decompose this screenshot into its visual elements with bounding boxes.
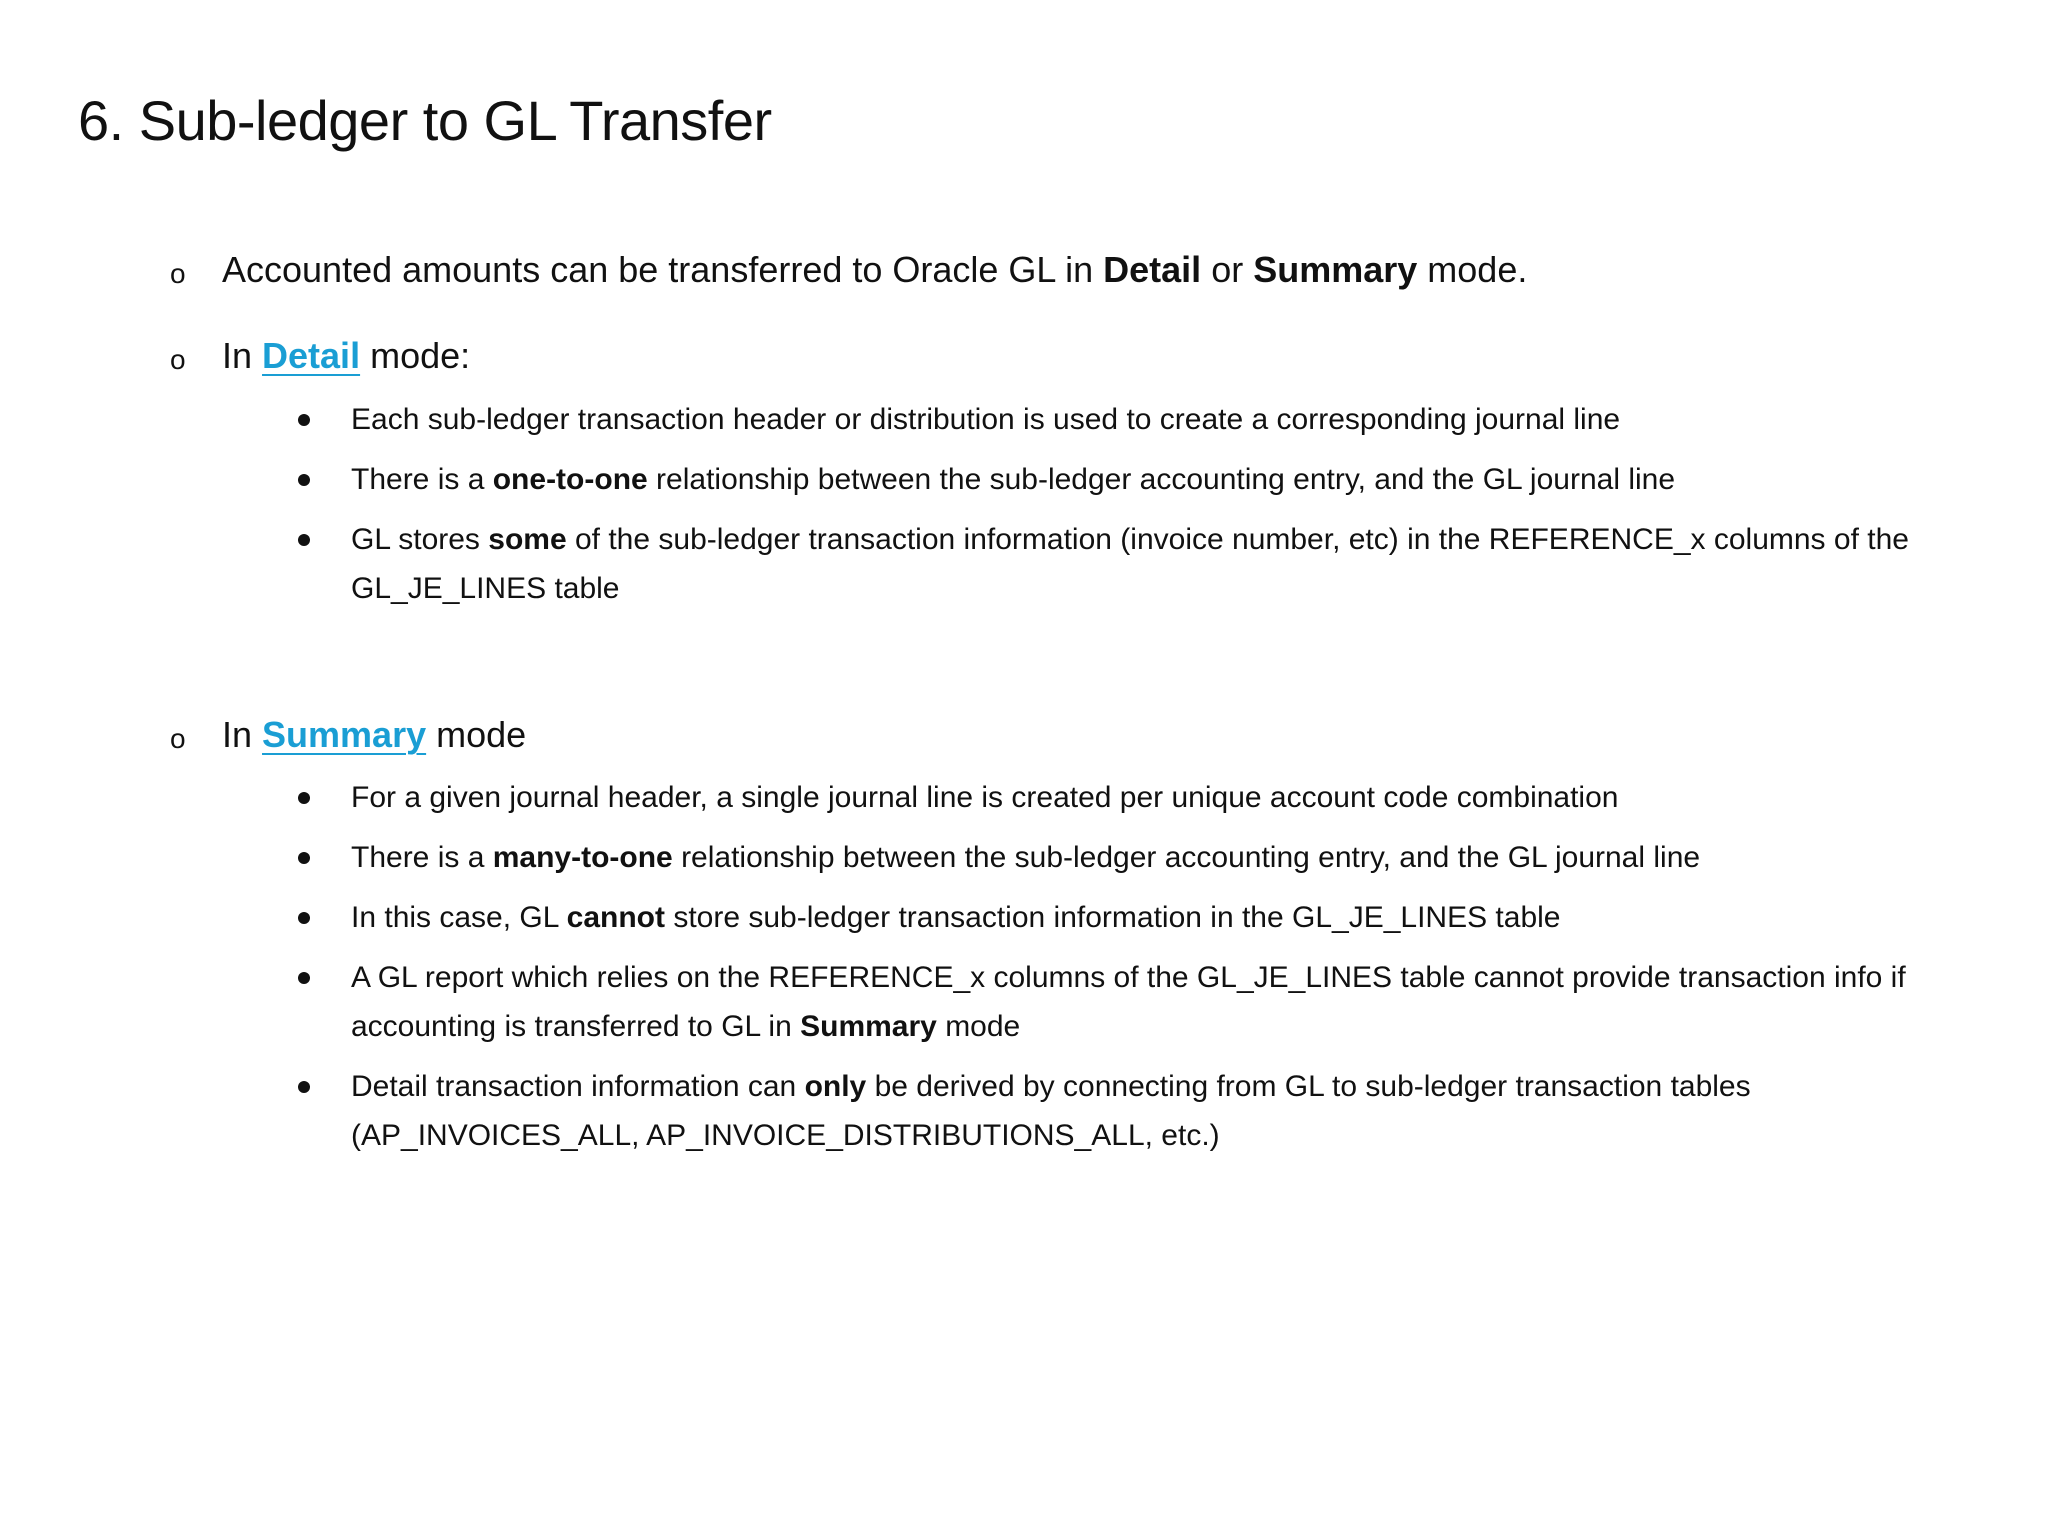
summary-mode-heading: In Summary mode [222,714,527,755]
bullet-dot-icon [298,972,310,984]
bullet-dot-icon [298,414,310,426]
bullet-dot-icon [298,1081,310,1093]
circle-bullet-icon: o [170,258,186,289]
bullet-dot-icon [298,474,310,486]
circle-bullet-icon: o [170,723,186,754]
bullet-dot-icon [298,852,310,864]
slide: 6. Sub-ledger to GL Transfer o Accounted amounts can be transferred to Oracle GL in Detail or Summary mode. o In Detail mode: Each sub-ledger transaction header or distribution is used to create a corresponding journal line There is a one-to-one relationship between the sub-ledger accounting entry, and the GL journal line GL stores some of the sub-ledger transaction information (invoice number, etc) in the REFERENCE_x columns of the GL_JE_LINES table o In Summary mode For a given journal header, a single journal line is created per unique account code combination There is a many-to-one relationship between the sub-ledger accounting entry, and the GL journal line In this case, GL cannot store sub-ledger transaction information in the GL_JE_LINES table A GL report which relies on the REFERENCE_x columns of the GL_JE_LINES table cannot provide transaction info if accounting is transferred to GL in Summary mode Detail transaction information can only be derived by connecting from GL to sub-ledger transaction tables (AP_INVOICES_ALL, AP_INVOICE_DISTRIBUTIONS_ALL, etc.) [0,0,2048,1536]
detail-mode-heading: In Detail mode: [222,335,471,376]
slide-title: 6. Sub-ledger to GL Transfer [78,89,772,152]
intro-text: Accounted amounts can be transferred to Oracle GL in Detail or Summary mode. [222,249,1528,290]
bullet-dot-icon [298,534,310,546]
summary-link[interactable]: Summary [262,714,427,755]
circle-bullet-icon: o [170,344,186,375]
bullet-dot-icon [298,912,310,924]
bullet-dot-icon [298,792,310,804]
detail-link[interactable]: Detail [262,335,361,376]
